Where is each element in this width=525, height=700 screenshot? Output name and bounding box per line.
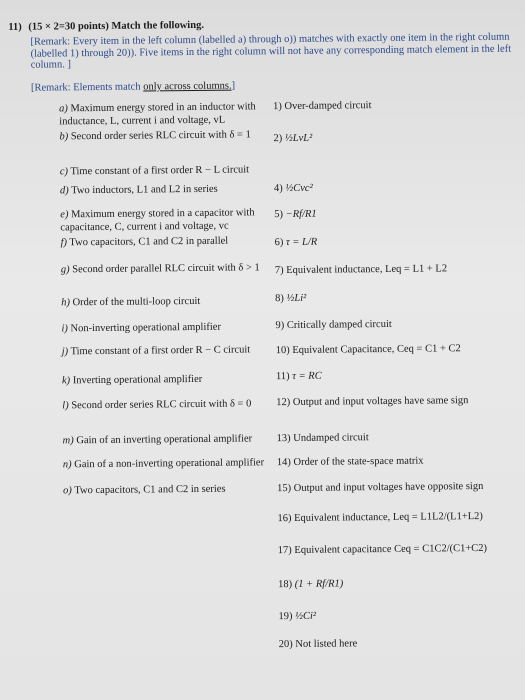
left-item-label: b) (59, 131, 69, 143)
right-item-text: τ = L/R (285, 236, 318, 249)
right-item-16 (277, 511, 525, 526)
right-item-label: 17) (277, 544, 292, 557)
right-item-label: 19) (278, 610, 293, 623)
right-item-13 (277, 431, 525, 446)
left-item-m (63, 433, 273, 448)
left-item-text: Gain of an inverting operational amplifier (76, 433, 253, 447)
left-item-label: c) (59, 166, 69, 178)
left-item-label: o) (63, 485, 72, 497)
left-item-label: n) (62, 459, 72, 471)
right-item-text: Equivalent Capacitance, Ceq = C1 + C2 (292, 343, 461, 356)
right-item-text: Critically damped circuit (286, 318, 392, 332)
left-item-i (61, 321, 271, 336)
left-item-text: Inverting operational amplifier (72, 373, 203, 387)
right-item-4 (274, 181, 524, 196)
right-item-15 (277, 481, 525, 496)
left-item-l (62, 398, 272, 413)
right-item-12 (276, 395, 525, 410)
left-item-label: m) (62, 435, 74, 447)
right-item-text: ½Ci² (295, 610, 317, 622)
right-item-8 (275, 291, 525, 306)
left-item-n (63, 457, 273, 472)
right-item-text: Output and input voltages have opposite sign (293, 480, 484, 494)
remark-match-rule (31, 78, 523, 95)
right-item-9 (275, 318, 525, 333)
left-item-label: a) (59, 103, 68, 115)
left-item-text: Second order series RLC circuit with δ = 1 (70, 129, 251, 143)
right-item-text: Equivalent inductance, Leq = L1 + L2 (286, 263, 448, 277)
left-item-h (61, 295, 271, 310)
right-item-5 (274, 207, 524, 222)
problem-header: (15 × 2=30 points) Match the following. (28, 19, 204, 33)
right-item-2 (273, 131, 523, 146)
right-item-label: 20) (278, 638, 293, 651)
right-item-text: ½Li² (286, 292, 307, 305)
right-item-19 (278, 609, 525, 624)
left-item-label: j) (61, 346, 69, 358)
left-item-d (60, 183, 270, 198)
left-item-text: Time constant of a first order R − C circuit (70, 344, 251, 358)
left-item-label: g) (60, 264, 70, 276)
left-item-label: e) (60, 209, 69, 221)
right-item-text: Over-damped circuit (284, 100, 372, 113)
right-item-label: 1) (273, 101, 282, 113)
right-item-label: 6) (274, 237, 284, 249)
remark-instructions: [Remark: Every item in the left column (labelled a) through o)) matches with exactly one item in the right column (labelled 1) through 20)). Five items in the right column will not have any corresponding match element in the left column. ] (30, 31, 512, 71)
problem-title (8, 20, 204, 33)
remark-underlined: only across columns. (143, 80, 232, 93)
right-item-label: 9) (275, 320, 285, 332)
right-item-text: Order of the state-space matrix (293, 455, 424, 468)
right-item-label: 14) (276, 456, 291, 469)
right-item-label: 5) (274, 209, 284, 221)
left-item-f (60, 235, 270, 250)
right-item-label: 15) (277, 482, 292, 495)
left-item-j (62, 344, 272, 359)
left-item-text: Maximum energy stored in an inductor with inductance, L, current i and voltage, vL (59, 101, 256, 127)
right-item-14 (277, 455, 525, 470)
right-item-1 (273, 99, 523, 114)
left-item-e (60, 207, 270, 234)
left-item-g (61, 262, 271, 277)
left-item-label: d) (59, 185, 69, 197)
right-item-text: Not listed here (295, 638, 358, 650)
right-item-7 (275, 263, 525, 278)
right-item-11 (276, 369, 525, 384)
left-item-label: l) (62, 400, 69, 412)
left-item-c (60, 164, 270, 179)
right-item-6 (274, 235, 524, 250)
right-item-text: (1 + Rf/R1) (294, 578, 344, 590)
left-item-text: Gain of a non-inverting operational amplifier (74, 457, 265, 471)
right-item-label: 18) (278, 578, 293, 591)
right-item-text: Equivalent capacitance Ceq = C1C2/(C1+C2) (294, 542, 488, 556)
left-item-text: Second order series RLC circuit with δ = 0 (71, 398, 252, 412)
right-item-label: 13) (276, 432, 291, 445)
left-item-label: k) (61, 375, 71, 387)
problem-number: 11) (8, 21, 22, 33)
right-item-label: 8) (275, 293, 284, 305)
right-item-text: ½LvL² (284, 132, 313, 145)
left-item-b (59, 129, 269, 144)
right-item-label: 11) (275, 370, 290, 383)
right-item-20 (279, 636, 525, 651)
left-item-o (63, 483, 273, 498)
left-item-text: Two capacitors, C1 and C2 in parallel (69, 235, 229, 249)
left-item-text: Second order parallel RLC circuit with δ > 1 (72, 262, 260, 276)
left-item-text: Maximum energy stored in a capacitor with capacitance, C, current i and voltage, vc (60, 207, 255, 233)
right-item-label: 10) (275, 344, 290, 357)
remark-suffix: ] (231, 80, 236, 92)
left-item-text: Order of the multi-loop circuit (72, 295, 201, 309)
right-item-label: 4) (273, 183, 283, 195)
left-item-label: h) (61, 297, 70, 309)
right-item-18 (278, 577, 525, 592)
left-item-text: Time constant of a first order R − L circuit (70, 164, 250, 178)
right-item-10 (276, 343, 525, 358)
left-item-text: Two capacitors, C1 and C2 in series (74, 483, 226, 497)
right-item-text: Undamped circuit (293, 432, 369, 444)
left-item-k (62, 373, 272, 388)
left-item-a (59, 101, 269, 128)
right-item-text: Equivalent inductance, Leq = L1L2/(L1+L2) (294, 510, 483, 524)
right-item-label: 2) (273, 133, 283, 145)
left-item-label: i) (61, 323, 68, 335)
right-item-text: Output and input voltages have same sign (292, 395, 469, 408)
right-item-label: 16) (277, 512, 292, 525)
left-item-label: f) (60, 237, 68, 249)
right-item-label: 12) (276, 396, 291, 409)
right-item-label: 7) (274, 265, 284, 277)
remark-prefix: [Remark: Elements match (30, 81, 144, 94)
right-item-text: −Rf/R1 (285, 208, 317, 221)
right-item-text: τ = RC (292, 370, 322, 382)
right-item-text: ½Cvc² (285, 182, 313, 195)
left-item-text: Non-inverting operational amplifier (70, 321, 221, 335)
right-item-17 (278, 543, 525, 558)
left-item-text: Two inductors, L1 and L2 in series (71, 183, 218, 197)
